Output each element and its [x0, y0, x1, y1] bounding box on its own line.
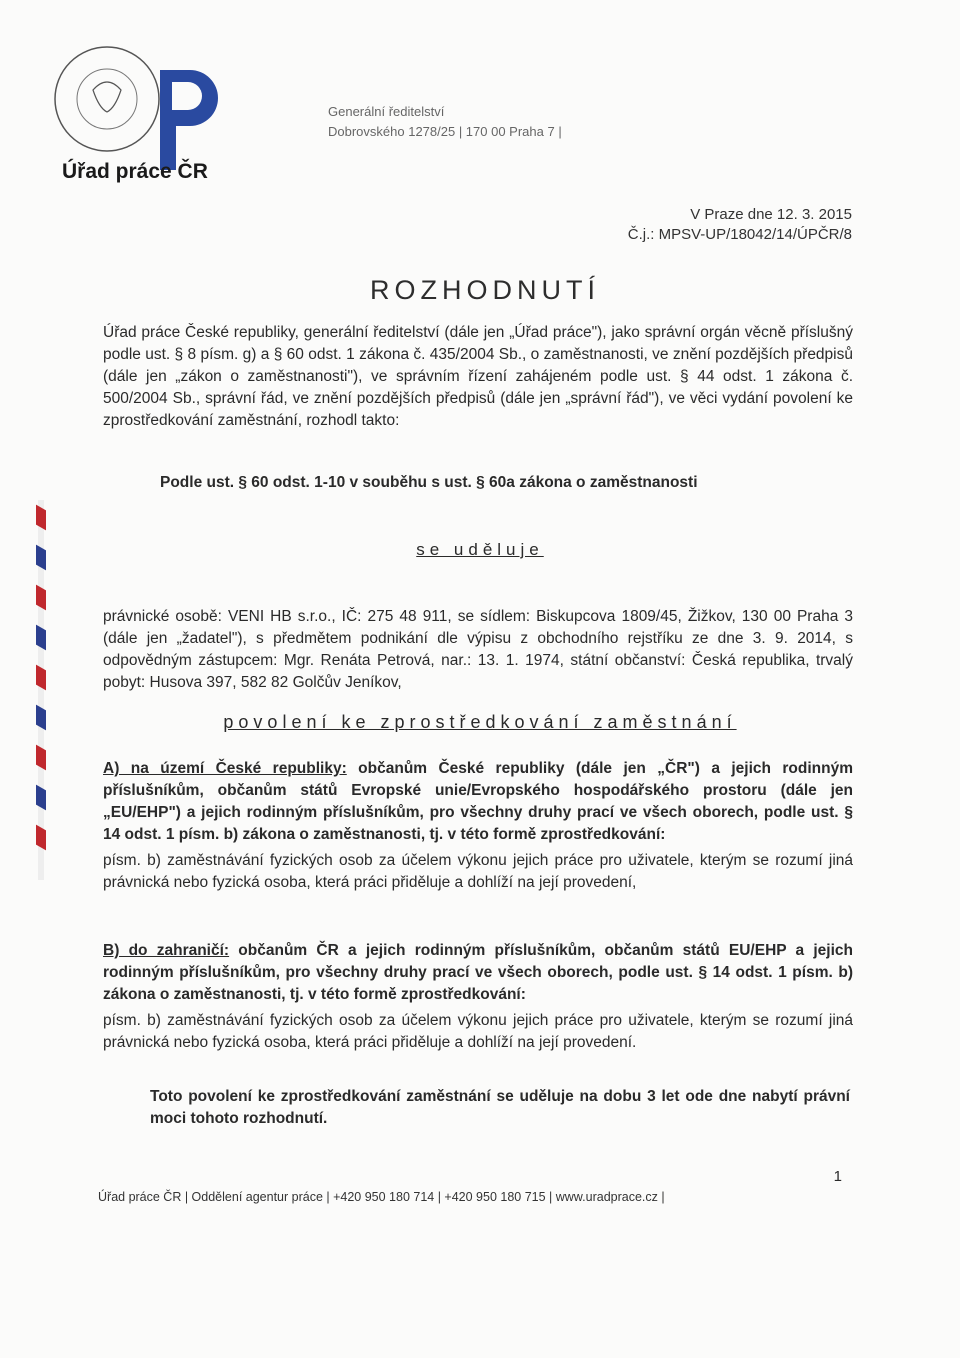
- grant-statement: se uděluje: [416, 540, 544, 559]
- section-b-label: B) do zahraničí:: [103, 942, 230, 959]
- section-b-text: občanům ČR a jejich rodinným příslušníkům, občanům států EU/EHP a jejich rodinným příslušníkům, pro všechny druhy prací ve všech oborech, podle ust. § 14 odst. 1 písm. b) zákona o zaměstnanosti, tj. v této formě zprostředkování:: [103, 942, 854, 1003]
- section-b: [103, 940, 853, 1006]
- date-line: V Praze dne 12. 3. 2015: [690, 206, 852, 223]
- footer-contact: Úřad práce ČR | Oddělení agentur práce | +420 950 180 714 | +420 950 180 715 | www.uradprace.cz |: [98, 1190, 665, 1204]
- applicant-paragraph: právnické osobě: VENI HB s.r.o., IČ: 275 48 911, se sídlem: Biskupcova 1809/45, Žižkov, 130 00 Praha 3 (dále jen „žadatel"), s předmětem podnikání dle výpisu z obchodního rejstříku ze dne 3. 9. 2014, s odpovědným zástupcem: Mgr. Renáta Petrová, nar.: 13. 1. 1974, státní občanství: Česká republika, trvalý pobyt: Husova 397, 582 82 Golčův Jeníkov,: [103, 608, 853, 691]
- legal-basis: Podle ust. § 60 odst. 1-10 v souběhu s ust. § 60a zákona o zaměstnanosti: [160, 474, 698, 491]
- issuer-street: Dobrovského 1278/25 | 170 00 Praha 7 |: [328, 124, 562, 139]
- intro-paragraph: Úřad práce České republiky, generální ředitelství (dále jen „Úřad práce"), jako správní orgán věcně příslušný podle ust. § 8 písm. g) a § 60 odst. 1 zákona č. 435/2004 Sb., o zaměstnanosti, ve znění pozdějších předpisů (dále jen „zákon o zaměstnanosti"), ve správním řízení zahájeném podle ust. § 44 odst. 1 zákona č. 500/2004 Sb., správní řád, ve znění pozdějších předpisů (dále jen „správní řád"), ve věci vydání povolení ke zprostředkování zaměstnání, rozhodl takto:: [103, 324, 853, 429]
- section-a-text: občanům České republiky (dále jen „ČR") a jejich rodinným příslušníkům, občanům států Evropské unie/Evropského hospodářského prostoru (dále jen „EU/EHP") a jejich rodinným příslušníkům, pro všechny druhy prací ve všech oborech, podle ust. § 14 odst. 1 písm. b) zákona o zaměstnanosti, tj. v této formě zprostředkování:: [103, 760, 854, 843]
- validity-statement: Toto povolení ke zprostředkování zaměstnání se uděluje na dobu 3 let ode dne nabytí právní moci tohoto rozhodnutí.: [150, 1088, 850, 1127]
- section-a: [103, 758, 853, 846]
- section-a-label: A) na území České republiky:: [103, 760, 347, 777]
- section-a-detail: písm. b) zaměstnávání fyzických osob za účelem výkonu jejich práce pro uživatele, kterým se rozumí jiná právnická nebo fyzická osoba, která práci přiděluje a dohlíží na její provedení,: [103, 852, 853, 891]
- permit-heading: povolení ke zprostředkování zaměstnání: [223, 712, 737, 732]
- brand-name: Úřad práce ČR: [62, 160, 208, 183]
- official-stamp: [48, 40, 166, 158]
- page-number: 1: [833, 1168, 842, 1185]
- section-b-detail: písm. b) zaměstnávání fyzických osob za účelem výkonu jejich práce pro uživatele, kterým se rozumí jiná právnická nebo fyzická osoba, která práci přiděluje a dohlíží na její provedení.: [103, 1012, 853, 1051]
- issuer-address: [328, 102, 562, 142]
- issuer-name: Generální ředitelství: [328, 104, 445, 119]
- document-title: ROZHODNUTÍ: [370, 275, 600, 305]
- date-block: [628, 205, 852, 245]
- up-logo-icon: [150, 70, 220, 170]
- reference-number: Č.j.: MPSV-UP/18042/14/ÚPČR/8: [627, 226, 852, 243]
- tricolor-cord: [28, 500, 54, 880]
